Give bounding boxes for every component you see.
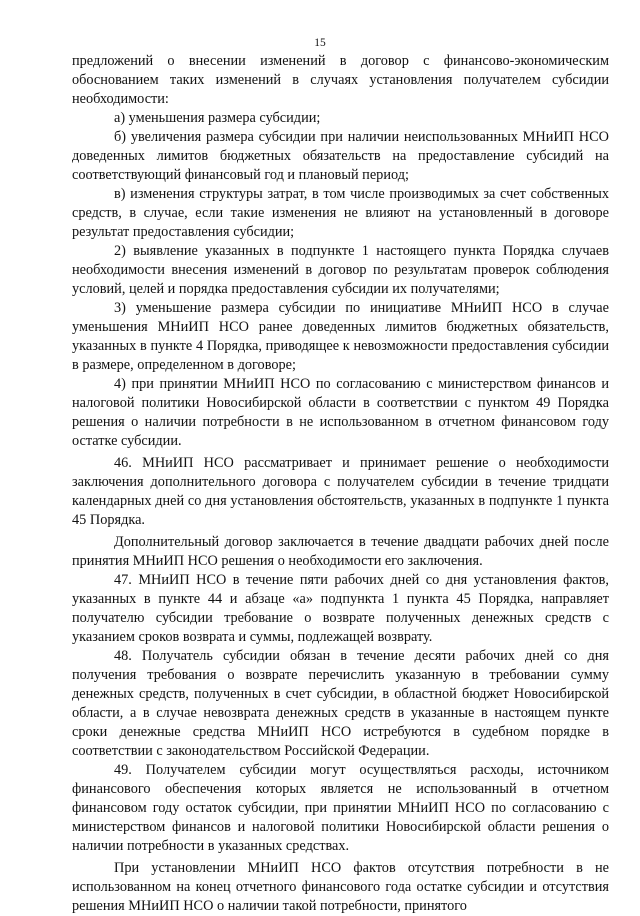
paragraph-intro-continued: предложений о внесении изменений в договор с финансово-экономическим обоснованием таких изменений в случаях установления получателем субсидии необходимости:: [72, 53, 609, 107]
page-number: 15: [314, 37, 326, 49]
paragraph-subpoint-2: 2) выявление указанных в подпункте 1 настоящего пункта Порядка случаев необходимости внесения изменений в договор по результатам проверок соблюдения условий, целей и порядка предоставления субсидии их получателями;: [72, 243, 609, 297]
paragraph-subpoint-3: 3) уменьшение размера субсидии по инициативе МНиИП НСО в случае уменьшения МНиИП НСО ранее доведенных лимитов бюджетных обязательств, указанных в пункте 4 Порядка, приводящее к невозможности предоставления субсидии в размере, определенном в договоре;: [72, 300, 609, 373]
paragraph-item-v: в) изменения структуры затрат, в том числе производимых за счет собственных средств, в случае, если такие изменения не влияют на установленный в договоре результат предоставления субсидии;: [72, 186, 609, 240]
paragraph-no-need-established: При установлении МНиИП НСО фактов отсутствия потребности в не использованном на конец отчетного финансового года остатке субсидии и отсутствия решения МНиИП НСО о наличии такой потребности, принятого: [72, 860, 609, 914]
paragraph-clause-48: 48. Получатель субсидии обязан в течение десяти рабочих дней со дня получения требования о возврате перечислить указанную в требовании сумму денежных средств, полученных в счет субсидии, в областной бюджет Новосибирской области, а в случае невозврата денежных средств в указанные в настоящем пункте сроки денежные средства МНиИП НСО истребуются в судебном порядке в соответствии с законодательством Российской Федерации.: [72, 648, 609, 759]
paragraph-clause-49: 49. Получателем субсидии могут осуществляться расходы, источником финансового обеспечения которых является не использованный в отчетном финансовом году остаток субсидии, при принятии МНиИП НСО по согласованию с министерством финансов и налоговой политики Новосибирской области решения о наличии потребности в указанных средствах.: [72, 762, 609, 854]
paragraph-subpoint-4: 4) при принятии МНиИП НСО по согласованию с министерством финансов и налоговой политики Новосибирской области в соответствии с пунктом 49 Порядка решения о наличии потребности в не использованном в отчетном финансовом году остатке субсидии.: [72, 376, 609, 449]
paragraph-item-a: а) уменьшения размера субсидии;: [114, 110, 321, 126]
paragraph-clause-46: 46. МНиИП НСО рассматривает и принимает решение о необходимости заключения дополнительного договора с получателем субсидии в течение тридцати календарных дней со дня установления обстоятельств, указанных в подпункте 1 пункта 45 Порядка.: [72, 455, 609, 528]
paragraph-clause-47: 47. МНиИП НСО в течение пяти рабочих дней со дня установления фактов, указанных в пункте 44 и абзаце «а» подпункта 1 пункта 45 Порядка, направляет получателю субсидии требование о возврате полученных денежных средств с указанием сроков возврата и суммы, подлежащей возврату.: [72, 572, 609, 645]
paragraph-item-b: б) увеличения размера субсидии при наличии неиспользованных МНиИП НСО доведенных лимитов бюджетных обязательств на предоставление субсидий на соответствующий финансовый год и плановый период;: [72, 129, 609, 183]
document-body: [72, 52, 609, 916]
paragraph-additional-contract: Дополнительный договор заключается в течение двадцати рабочих дней после принятия МНиИП НСО решения о необходимости его заключения.: [72, 534, 609, 569]
